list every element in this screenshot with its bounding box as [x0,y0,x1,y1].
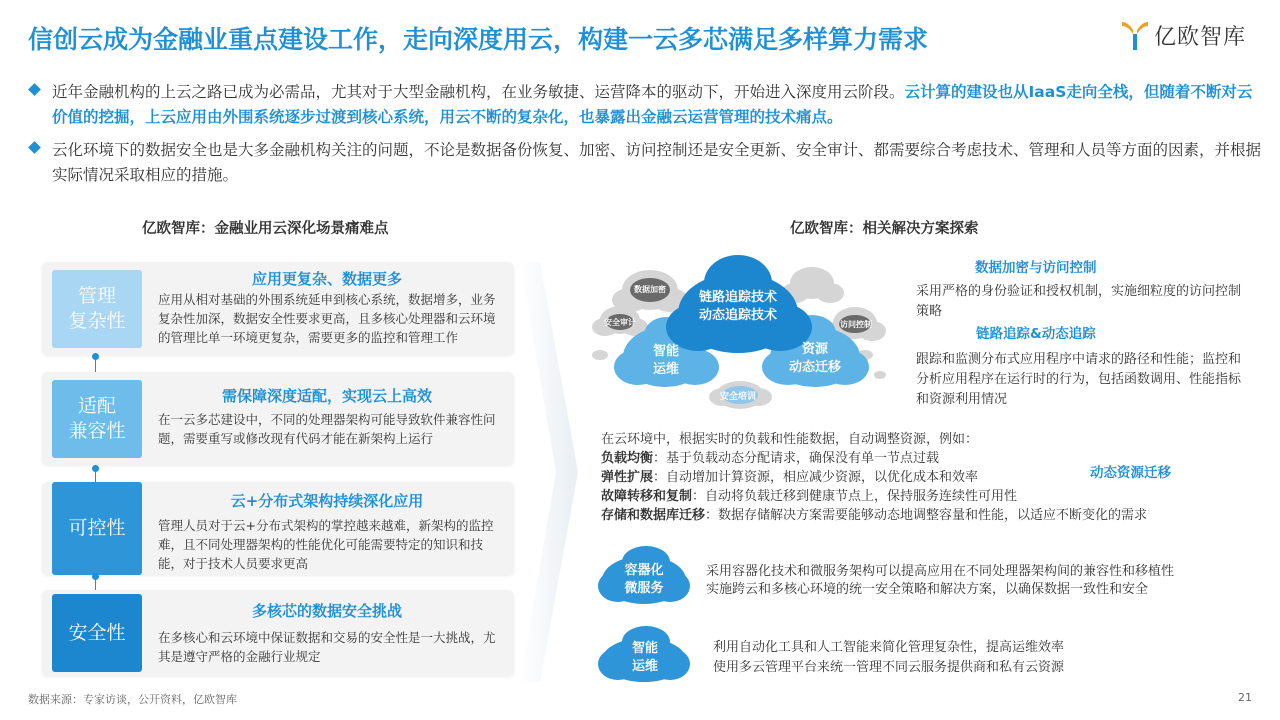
card-label-text: 适配 兼容性 [68,395,126,442]
card-body: 在多核心和云环境中保证数据和交易的安全性是一大挑战，尤其是遵守严格的金融行业规定 [158,630,496,664]
bullet-1-highlight: 云计算的建设也从IaaS走向全栈，但随着不断对云价值的挖掘，上云应用由外围系统逐步过渡到核心系统，用云不断的复杂化，也暴露出金融云运营管理的技术痛点。 [52,83,1253,126]
cloud-center-label: 链路追踪技术 动态追踪技术 [698,290,777,323]
cloud-small-bottom-label: 安全培训 [719,392,756,402]
cloud-right-label: 资源 动态迁移 [788,342,841,375]
left-section-title: 亿欧智库：金融业用云深化场景痛难点 [142,221,389,237]
migration-desc: ：自动增加计算资源，相应减少资源，以优化成本和效率 [653,470,979,485]
migration-intro: 在云环境中，根据实时的负载和性能数据，自动调整资源，例如： [601,432,979,447]
page-title: 信创云成为金融业重点建设工作，走向深度用云，构建一云多芯满足多样算力需求 [28,25,929,54]
card-body: 管理人员对于云+分布式架构的掌控越来越难，新架构的监控难，且不同处理器架构的性能优化可能需要特定的知识和技能，对于技术人员要求更高 [158,518,494,571]
card-heading: 云+分布式架构持续深化应用 [230,492,424,510]
card-label [52,482,142,575]
card-heading: 多核芯的数据安全挑战 [251,602,402,620]
migration-desc: ：基于负载动态分配请求，确保没有单一节点过载 [653,451,940,466]
pain-card-compatibility [42,372,514,465]
migration-term: 负载均衡 [601,451,654,466]
ops-line-2: 使用多云管理平台来统一管理不同云服务提供商和私有云资源 [713,660,1065,675]
card-body: 应用从相对基础的外围系统延申到核心系统，数据增多，业务复杂性加深，数据安全性要求更高，且多核心处理器和云环境的管理比单一环境更复杂，需要更多的监控和管理工作 [158,292,496,345]
data-source: 数据来源：专家访谈，公开资料，亿欧智库 [28,693,237,706]
ops-line-1: 利用自动化工具和人工智能来简化管理复杂性，提高运维效率 [713,640,1065,655]
timeline-dot [92,465,99,472]
diamond-bullet-icon [28,83,41,96]
migration-item [601,487,1161,507]
right-section-title: 亿欧智库：相关解决方案探索 [790,221,979,237]
migration-term: 故障转移和复制 [601,489,693,504]
migration-heading: 动态资源迁移 [1090,465,1171,481]
bullet-2 [30,138,1262,188]
bullet-2-text: 云化环境下的数据安全也是大多金融机构关注的问题，不论是数据备份恢复、加密、访问控制还是安全更新、安全审计、都需要综合考虑技术、管理和人员等方面的因素，并根据实际情况采取相应的措施。 [52,141,1262,184]
ops-cloud-label: 智能 运维 [631,641,658,674]
migration-desc: ：自动将负载迁移到健康节点上，保持服务连续性可用性 [692,489,1018,504]
cloud-small-left-label: 安全审计 [604,318,636,327]
card-heading: 需保障深度适配，实现云上高效 [221,387,432,405]
card-label [52,380,142,458]
cloud-left-label: 智能 运维 [652,344,679,377]
pain-card-management [42,262,514,355]
container-cloud-label: 容器化 微服务 [624,563,664,596]
pain-card-controllability [42,482,514,575]
bullet-1-text: 近年金融机构的上云之路已成为必需品，尤其对于大型金融机构，在业务敏捷、运营降本的驱动下，开始进入深度用云阶段。 [52,83,905,101]
card-heading: 应用更复杂、数据更多 [251,270,402,288]
migration-term: 存储和数据库迁移 [601,508,706,523]
migration-desc: ：数据存储解决方案需要能够动态地调整容量和性能，以适应不断变化的需求 [705,508,1148,523]
intro-bullets [30,80,1262,196]
card-label-text: 可控性 [68,517,126,539]
card-body: 在一云多芯建设中，不同的处理器架构可能导致软件兼容性问题，需要重写或修改现有代码才能在新架构上运行 [158,412,496,446]
card-label [52,594,142,672]
cloud-small-right-label: 访问控制 [840,320,872,329]
card-label-text: 管理 复杂性 [68,285,126,332]
page-number: 21 [1238,691,1252,704]
cloud-small-top-left-label: 数据加密 [634,285,666,294]
logo-icon [1120,18,1150,52]
timeline-dot [92,573,99,580]
card-label [52,270,142,348]
encryption-body: 采用严格的身份验证和授权机制，实施细粒度的访问控制策略 [916,284,1242,319]
tracing-heading: 链路追踪&动态追踪 [976,326,1096,342]
timeline-dot [92,353,99,360]
pain-card-security [42,590,514,676]
diamond-bullet-icon [28,141,41,154]
migration-item [601,449,1101,469]
container-line-1: 采用容器化技术和微服务架构可以提高应用在不同处理器架构间的兼容性和移植性 [706,564,1175,579]
migration-term: 弹性扩展 [601,470,654,485]
container-line-2: 实施跨云和多核心环境的统一安全策略和解决方案，以确保数据一致性和安全 [706,582,1149,597]
card-label-text: 安全性 [68,621,126,644]
logo-text: 亿欧智库 [1154,24,1247,50]
flow-arrow-shape [520,262,580,682]
tracing-body: 跟踪和监测分布式应用程序中请求的路径和性能；监控和分析应用程序在运行时的行为，包括函数调用、性能指标和资源利用情况 [916,352,1242,407]
migration-item [601,506,1261,526]
bullet-1 [30,80,1262,130]
brand-logo [1120,18,1246,52]
encryption-heading: 数据加密与访问控制 [975,260,1097,276]
migration-item [601,468,1101,488]
